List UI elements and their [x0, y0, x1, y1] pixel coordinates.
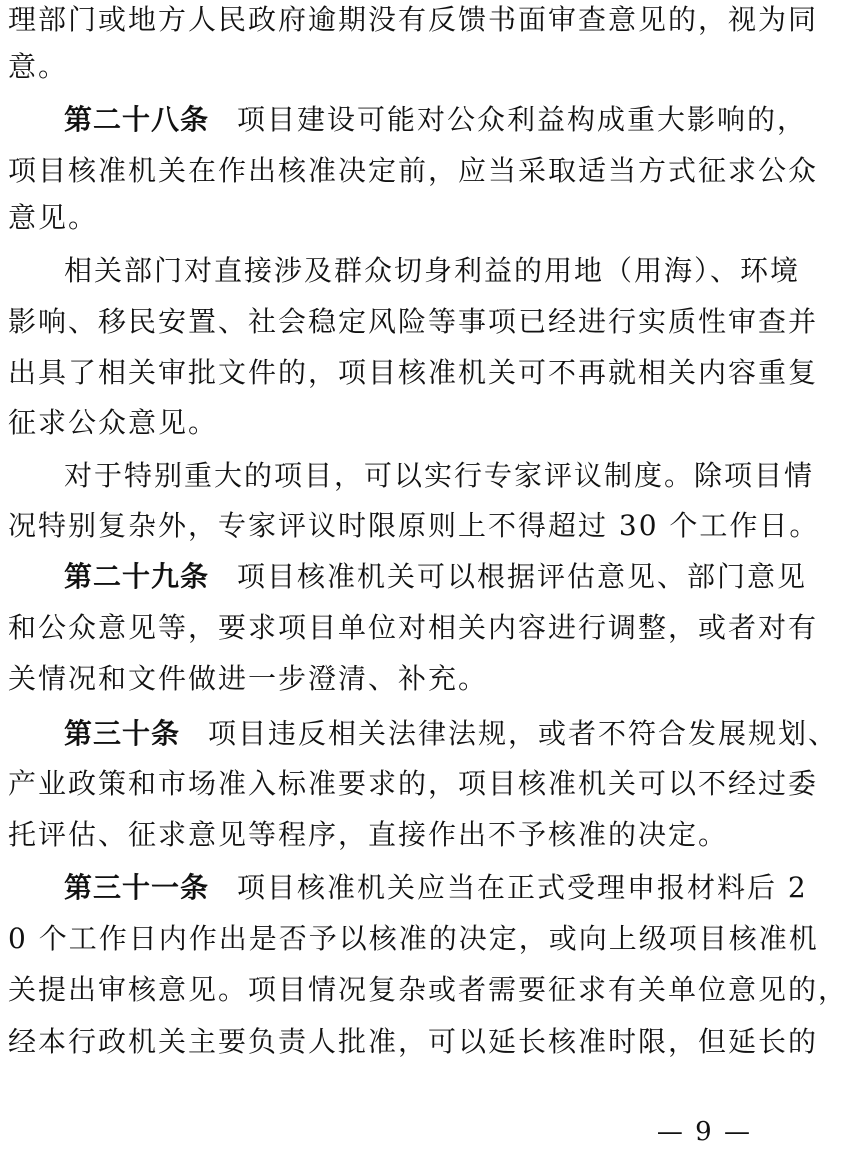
article-29-first-line: [8, 557, 808, 597]
text-line: 意见。: [8, 201, 99, 234]
text-line: 项目违反相关法律法规，或者不符合发展规划、: [208, 717, 839, 750]
page-number: — 9 —: [656, 1117, 752, 1147]
text-line: 项目核准机关在作出核准决定前，应当采取适当方式征求公众: [8, 154, 819, 187]
text-line: 对于特别重大的项目，可以实行专家评议制度。除项目情: [64, 459, 815, 492]
text-line: 关提出审核意见。项目情况复杂或者需要征求有关单位意见的，: [8, 973, 848, 1006]
text-line: 影响、移民安置、社会稳定风险等事项已经进行实质性审查并: [8, 305, 819, 338]
text-line: 况特别复杂外，专家评议时限原则上不得超过 30 个工作日。: [8, 509, 820, 542]
text-line: 理部门或地方人民政府逾期没有反馈书面审查意见的，视为同: [8, 3, 819, 36]
text-line: 征求公众意见。: [8, 406, 219, 439]
text-line: 相关部门对直接涉及群众切身利益的用地（用海）、环境: [64, 254, 801, 287]
article-heading: 第三十条: [64, 717, 181, 750]
text-line: 出具了相关审批文件的，项目核准机关可不再就相关内容重复: [8, 356, 819, 389]
article-heading: 第二十九条: [64, 560, 210, 593]
text-line: 托评估、征求意见等程序，直接作出不予核准的决定。: [8, 818, 729, 851]
text-line: 关情况和文件做进一步澄清、补充。: [8, 662, 489, 695]
text-line: 项目核准机关可以根据评估意见、部门意见: [237, 560, 808, 593]
text-line: 意。: [8, 50, 69, 83]
article-heading: 第三十一条: [64, 871, 210, 904]
article-heading: 第二十八条: [64, 103, 210, 136]
text-line: 产业政策和市场准入标准要求的，项目核准机关可以不经过委: [8, 767, 819, 800]
text-line: 经本行政机关主要负责人批准，可以延长核准时限，但延长的: [8, 1025, 819, 1058]
text-line: 和公众意见等，要求项目单位对相关内容进行调整，或者对有: [8, 611, 819, 644]
text-line: 0 个工作日内作出是否予以核准的决定，或向上级项目核准机: [8, 922, 819, 955]
article-31-first-line: [8, 868, 808, 908]
article-28-first-line: [8, 100, 808, 140]
article-30-first-line: [8, 714, 839, 754]
document-page: [8, 0, 848, 1166]
text-line: 项目建设可能对公众利益构成重大影响的，: [237, 103, 808, 136]
text-line: 项目核准机关应当在正式受理申报材料后 2: [237, 871, 808, 904]
